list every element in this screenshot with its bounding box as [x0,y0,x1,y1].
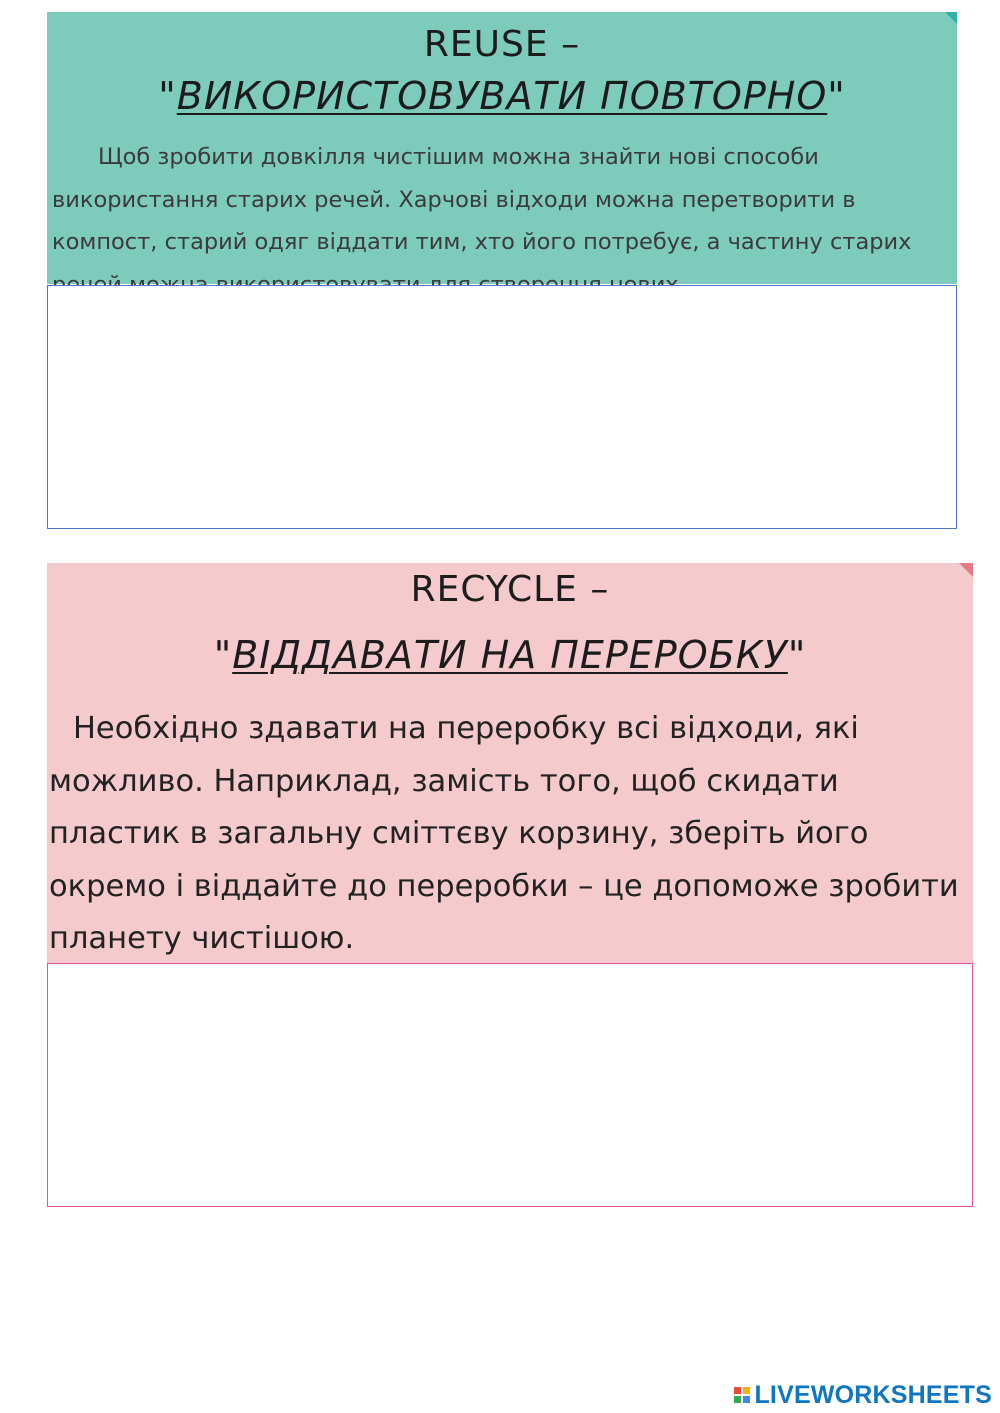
recycle-title-text: ВІДДАВАТИ НА ПЕРЕРОБКУ [232,633,788,677]
reuse-body-text: Щоб зробити довкілля чистішим можна знайти нові способи використання старих речей. Харчові відходи можна перетворити в компост, старий одяг віддати тим, хто його потребує, а частину старих [52,144,912,255]
liveworksheets-logo-icon [734,1387,750,1403]
recycle-card [47,563,973,963]
reuse-heading: REUSE – [423,24,581,65]
reuse-title-open-quote: " [158,74,177,118]
reuse-title-close-quote: " [827,74,846,118]
recycle-title-open-quote: " [213,633,233,677]
corner-fold [945,12,957,24]
reuse-title [47,74,957,118]
recycle-heading: RECYCLE – [410,569,610,610]
reuse-title-text: ВИКОРИСТОВУВАТИ ПОВТОРНО [176,74,828,118]
recycle-body-text: Необхідно здавати на переробку всі відходи, які можливо. Наприклад, замість того, щоб скидати пластик в загальну сміттєву корзину, зберіть його окремо і віддайте до переробки – це допоможе зробити планету чистішою. [49,711,959,956]
recycle-title-close-quote: " [787,633,807,677]
recycle-answer-box[interactable] [47,963,973,1207]
reuse-card [47,12,957,284]
reuse-answer-box[interactable] [47,285,957,529]
liveworksheets-brand [734,1378,992,1412]
brand-text: LIVEWORKSHEETS [754,1380,992,1409]
recycle-title [47,633,973,677]
